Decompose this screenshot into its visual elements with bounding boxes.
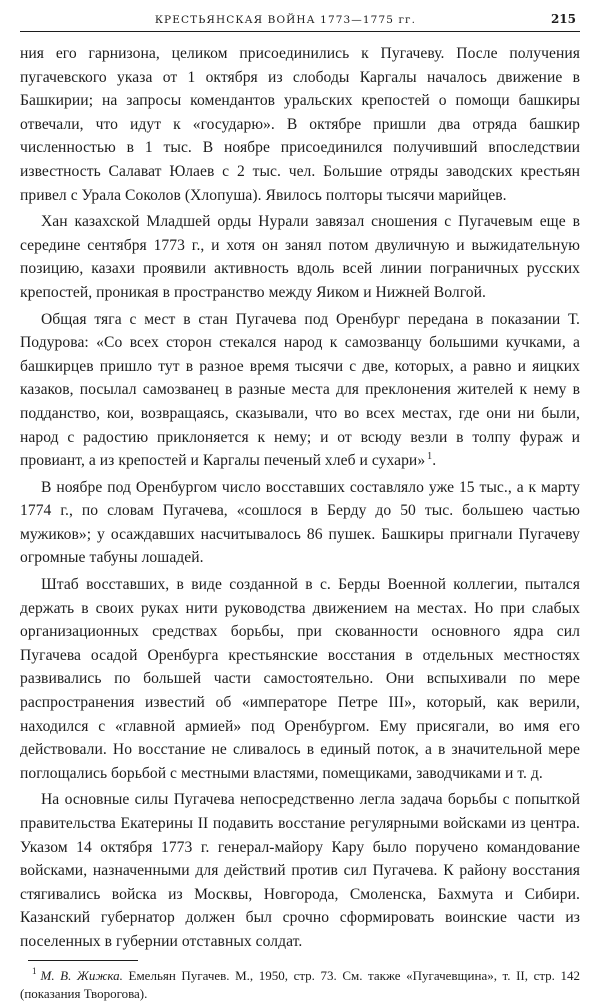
page-number: 215 — [550, 12, 576, 26]
paragraph-2: Хан казахской Младшей орды Нурали завязал сношения с Пугачевым еще в середине сентября 1773 г., и хотя он занял потом двуличную и выжидательную позицию, казахи проявили активность вдоль всей линии пограничных русских крепостей, проникая в пространство между Яиком и Нижней Волгой. — [20, 213, 580, 301]
paragraph-1: ния его гарнизона, целиком присоединились к Пугачеву. После получения пугачевского указа от 1 октября из слободы Каргалы началось движение в Башкирии; на запросы комендантов уральских крепостей о помощи башкиры отвечали, что идут к «государю». В октябре пришли два отряда башкир численностью в 1 тыс. В ноябре присоединился получивший впоследствии известность Салават Юлаев с 2 тыс. чел. Большие отряды заводских крестьян привел с Урала Соколов (Хлопуша). Явилось полторы тысячи марийцев. — [20, 45, 580, 204]
book-page — [20, 12, 580, 1003]
paragraph-3-text: Общая тяга с мест в стан Пугачева под Оренбург передана в показании Т. Подурова: «Со всех сторон стекался народ к самозванцу большими кучками, а башкирцев пришло тут в разное время тысячи с две, которых, а равно и яицких казаков, посылал самозванец в разные места для преклонения жителей к нему в подданство, кои, возвращаясь, сказывали, что во всех местах, где они ни были, народ с радостию приклоняется к нему; и от всюду везли в толпу фураж и провиант, а из крепостей и Каргалы печеный хлеб и сухари» — [20, 310, 580, 470]
page-header — [20, 12, 580, 32]
paragraph-4: В ноябре под Оренбургом число восставших составляло уже 15 тыс., а к марту 1774 г., по словам Пугачева, «сошлося в Берду до 50 тыс. большею частью мужиков»; у осаждавших насчитывалось 86 пушек. Башкиры пригнали Пугачеву огромные табуны лошадей. — [20, 478, 580, 567]
paragraph-3: Общая тяга с мест в стан Пугачева под Оренбург передана в показании Т. Подурова: «Со всех сторон стекался народ к самозванцу большими кучками, а башкирцев пришло тут в разное время тысячи с две, которых, а равно и яицких казаков, посылал самозванец в разные места для преклонения жителей к нему в подданство, кои, возвращаясь, сказывали, что во всех местах, где они ни были, народ с радостию приклоняется к нему; и от всюду везли в толпу фураж и провиант, а из крепостей и Каргалы печеный хлеб и сухари» $^1$. — [20, 310, 580, 470]
paragraph-5: Штаб восставших, в виде созданной в с. Берды Военной коллегии, пытался держать в своих руках нити руководства движением на местах. Но при слабых организационных средствах борьбы, при скованности основного ядра сил Пугачева осадой Оренбурга крестьянские восстания в отдельных местностях развивались по большей части самостоятельно. Они вспыхивали по мере распространения известий об «императоре Петре III», который, как верили, находился с «главной армией» под Оренбургом. Ему присягали, во имя его действовали. Но восстание не сливалось в единый поток, а в значительной мере поглощались борьбой с местными властями, помещиками, заводчиками и т. д. — [20, 576, 580, 782]
footnote-text: Емельян Пугачев. М., 1950, стр. 73. См. также «Пугачевщина», т. II, стр. 142 (показания Творогова). — [20, 967, 581, 1001]
paragraph-6: На основные силы Пугачева непосредственно легла задача борьбы с попыткой правительства Екатерины II подавить восстание регулярными войсками из центра. Указом 14 октября 1773 г. генерал-майору Кару было поручено командование войсками, назначенными для действий против сил Пугачева. К району восстания стягивались войска из Москвы, Новгорода, Смоленска, Бахмута и Сибири. Казанский губернатор должен был срочно сформировать воинские части из поселенных в губернии отставных солдат. — [20, 791, 580, 950]
running-title: КРЕСТЬЯНСКАЯ ВОЙНА 1773—1775 гг. — [154, 14, 417, 26]
footnote-divider — [28, 960, 138, 961]
footnote-reference: 1 — [427, 450, 433, 462]
page-body — [20, 42, 580, 954]
footnote — [20, 967, 580, 1003]
footnote-author: М. В. Жижка. — [40, 967, 123, 983]
footnote-number: 1 — [32, 966, 37, 977]
